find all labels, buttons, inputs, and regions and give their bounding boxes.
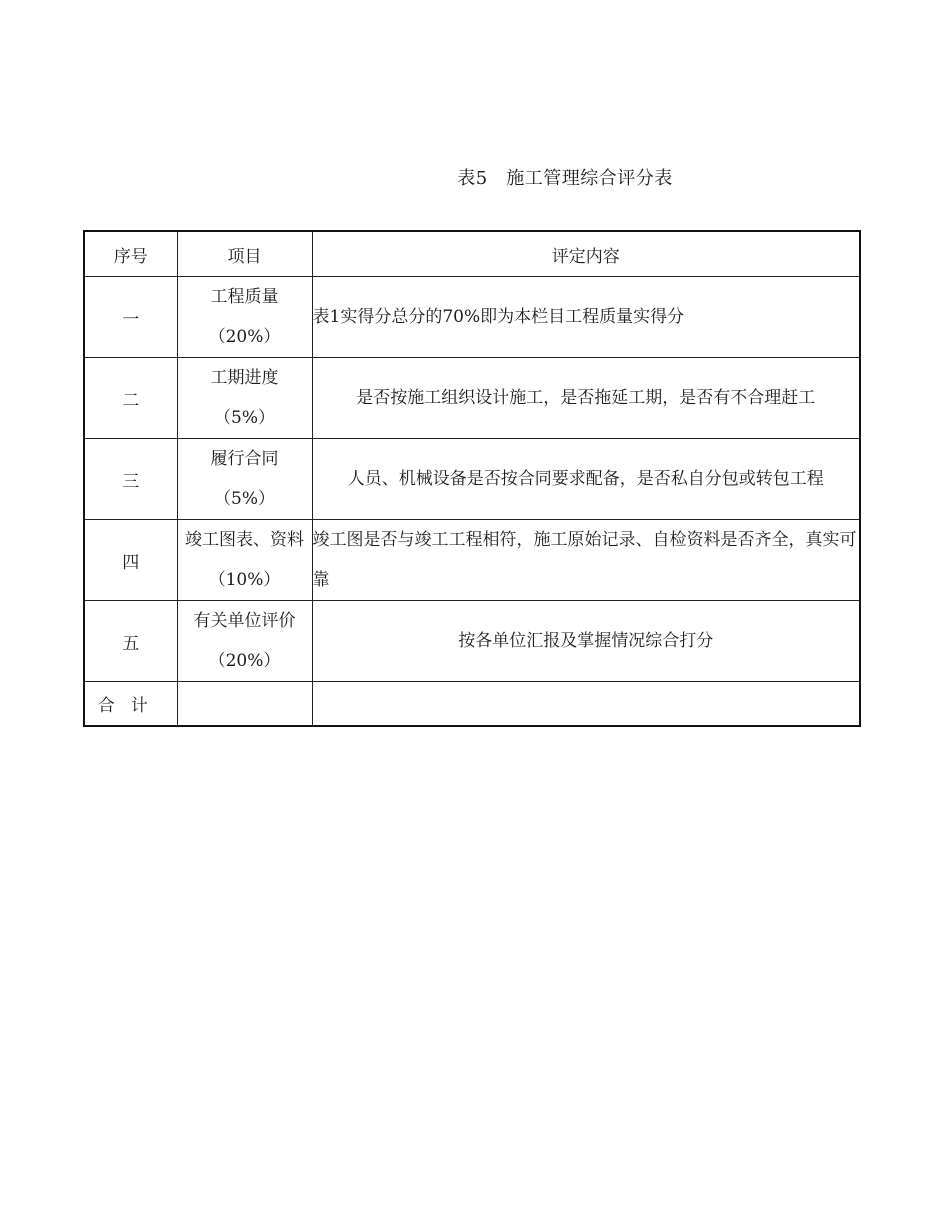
row-item [177,439,312,520]
item-weight: （20%） [208,327,281,347]
score-table [83,230,861,727]
total-label: 合计 [84,682,177,727]
item-weight: （5%） [214,408,275,428]
item-name: 有关单位评价 [193,611,296,631]
item-weight: （20%） [208,651,281,671]
row-content: 按各单位汇报及掌握情况综合打分 [312,601,860,682]
item-name: 竣工图表、资料 [185,530,304,550]
row-item [177,601,312,682]
item-weight: （5%） [214,489,275,509]
total-row [84,682,860,727]
row-content: 人员、机械设备是否按合同要求配备，是否私自分包或转包工程 [312,439,860,520]
table-title: 表5 施工管理综合评分表 [457,168,673,189]
row-content: 竣工图是否与竣工工程相符，施工原始记录、自检资料是否齐全，真实可靠 [312,520,860,601]
header-content: 评定内容 [312,231,860,277]
table-header-row [84,231,860,277]
item-name: 工期进度 [210,368,279,388]
row-no: 四 [84,520,177,601]
row-no: 一 [84,277,177,358]
row-item [177,358,312,439]
table-row [84,358,860,439]
row-item [177,520,312,601]
item-name: 工程质量 [210,287,279,307]
row-content: 表1实得分总分的70%即为本栏目工程质量实得分 [312,277,860,358]
table-row [84,439,860,520]
table-row [84,277,860,358]
item-name: 履行合同 [210,449,279,469]
row-no: 三 [84,439,177,520]
table-row [84,520,860,601]
row-content: 是否按施工组织设计施工，是否拖延工期，是否有不合理赶工 [312,358,860,439]
total-item-cell [177,682,312,727]
total-content-cell [312,682,860,727]
header-item: 项目 [177,231,312,277]
table-row [84,601,860,682]
header-no: 序号 [84,231,177,277]
row-no: 二 [84,358,177,439]
item-weight: （10%） [208,570,281,590]
row-item [177,277,312,358]
row-no: 五 [84,601,177,682]
